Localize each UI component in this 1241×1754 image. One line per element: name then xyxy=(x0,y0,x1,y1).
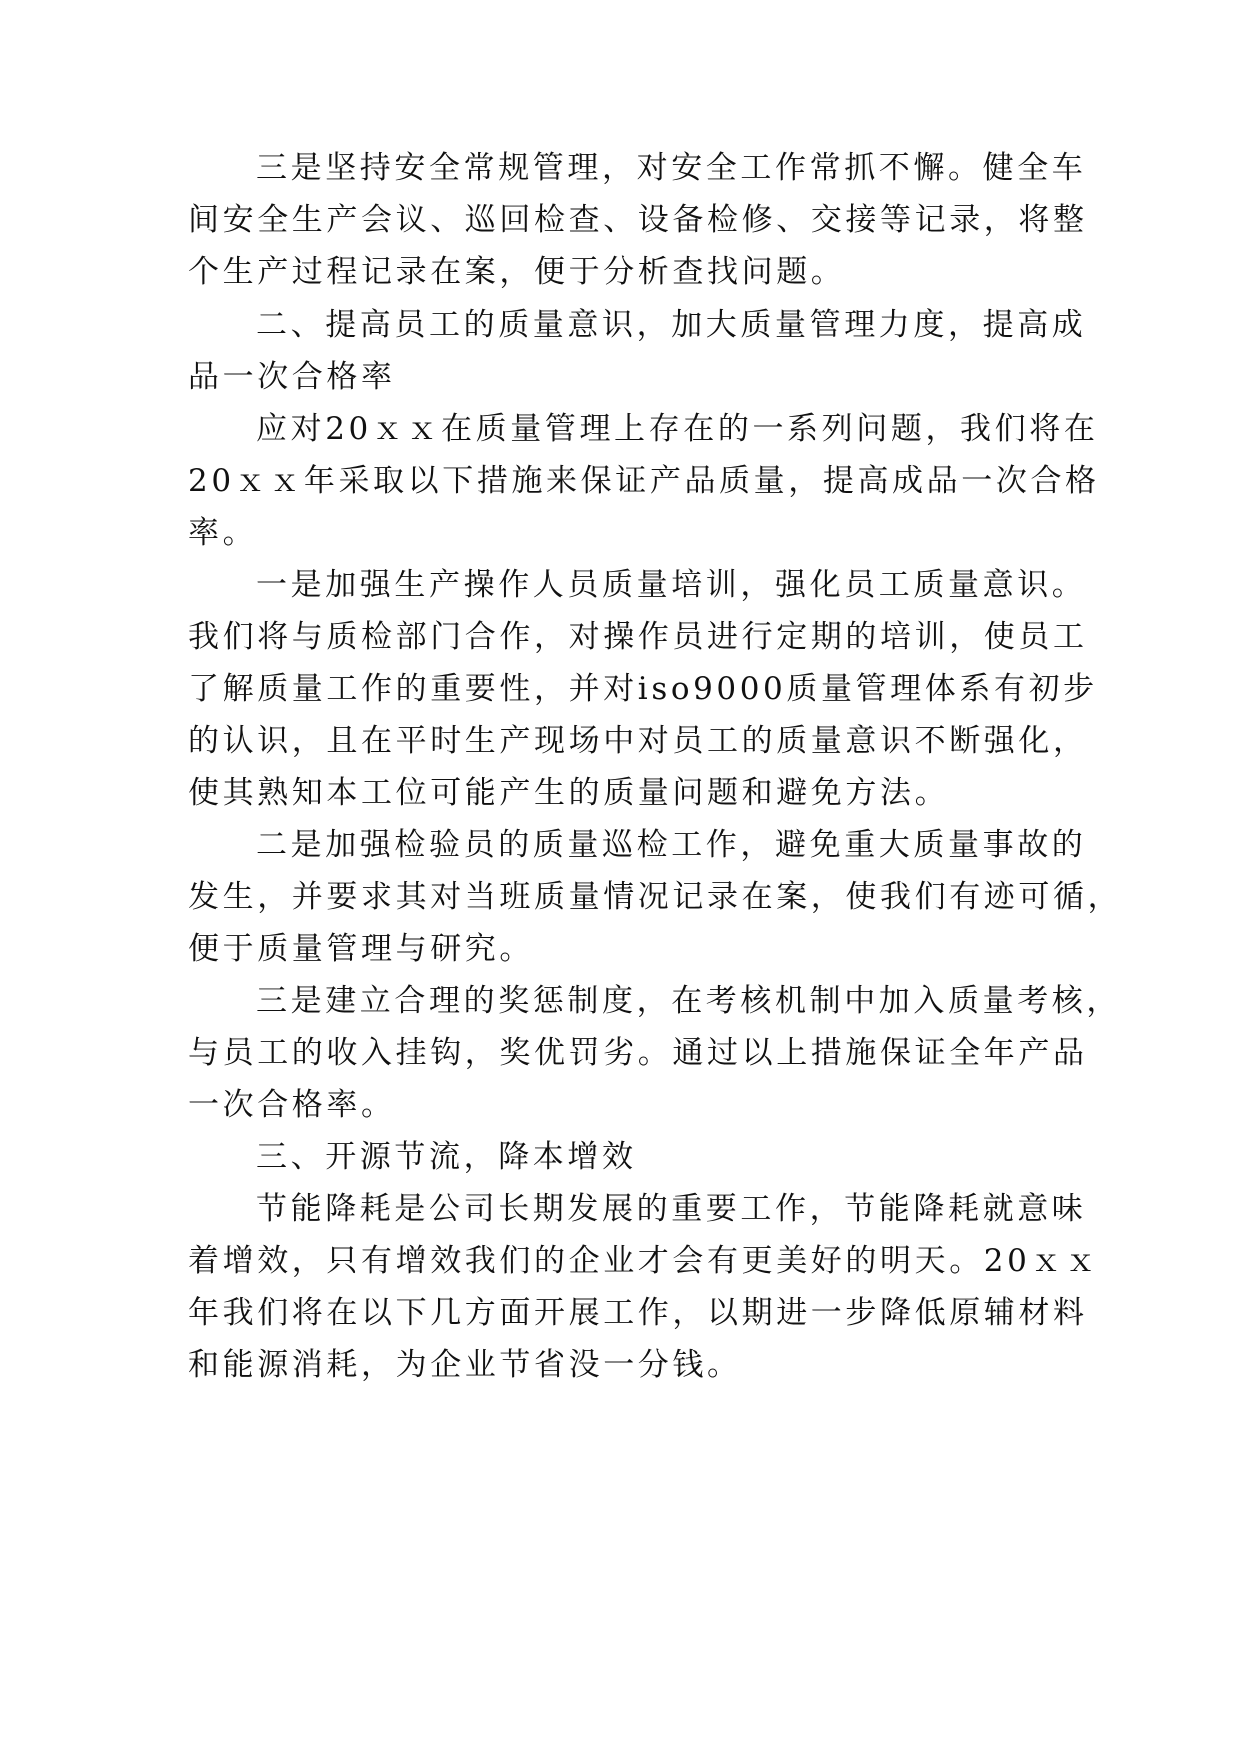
paragraph-line: 着增效，只有增效我们的企业才会有更美好的明天。20ｘｘ xyxy=(188,1243,1100,1279)
paragraph-line: 率。 xyxy=(188,515,258,551)
paragraph-line: 和能源消耗，为企业节省没一分钱。 xyxy=(188,1347,742,1383)
paragraph-line: 发生，并要求其对当班质量情况记录在案，使我们有迹可循， xyxy=(188,879,1123,915)
paragraph-line: 年我们将在以下几方面开展工作，以期进一步降低原辅材料 xyxy=(188,1295,1088,1331)
paragraph-line: 使其熟知本工位可能产生的质量问题和避免方法。 xyxy=(188,775,950,811)
paragraph-line: 的认识，且在平时生产现场中对员工的质量意识不断强化， xyxy=(188,723,1088,759)
paragraph-line: 二是加强检验员的质量巡检工作，避免重大质量事故的 xyxy=(256,827,1087,863)
paragraph-line: 应对20ｘｘ在质量管理上存在的一系列问题，我们将在 xyxy=(256,411,1099,447)
paragraph-line: 与员工的收入挂钩，奖优罚劣。通过以上措施保证全年产品 xyxy=(188,1035,1088,1071)
paragraph-line: 三是坚持安全常规管理，对安全工作常抓不懈。健全车 xyxy=(256,150,1087,186)
section-heading: 三、开源节流，降本增效 xyxy=(256,1139,637,1175)
paragraph-line: 了解质量工作的重要性，并对iso9000质量管理体系有初步 xyxy=(188,671,1098,707)
paragraph-line: 便于质量管理与研究。 xyxy=(188,931,534,967)
section-heading: 二、提高员工的质量意识，加大质量管理力度，提高成 xyxy=(256,307,1087,343)
paragraph-line: 个生产过程记录在案，便于分析查找问题。 xyxy=(188,254,846,290)
paragraph-line: 一是加强生产操作人员质量培训，强化员工质量意识。 xyxy=(256,567,1087,603)
paragraph-line: 间安全生产会议、巡回检查、设备检修、交接等记录，将整 xyxy=(188,202,1088,238)
paragraph-line: 我们将与质检部门合作，对操作员进行定期的培训，使员工 xyxy=(188,619,1088,655)
section-heading: 品一次合格率 xyxy=(188,359,396,395)
paragraph-line: 20ｘｘ年采取以下措施来保证产品质量，提高成品一次合格 xyxy=(188,463,1100,499)
paragraph-line: 一次合格率。 xyxy=(188,1087,396,1123)
paragraph-line: 三是建立合理的奖惩制度，在考核机制中加入质量考核， xyxy=(256,983,1121,1019)
paragraph-line: 节能降耗是公司长期发展的重要工作，节能降耗就意味 xyxy=(256,1191,1087,1227)
